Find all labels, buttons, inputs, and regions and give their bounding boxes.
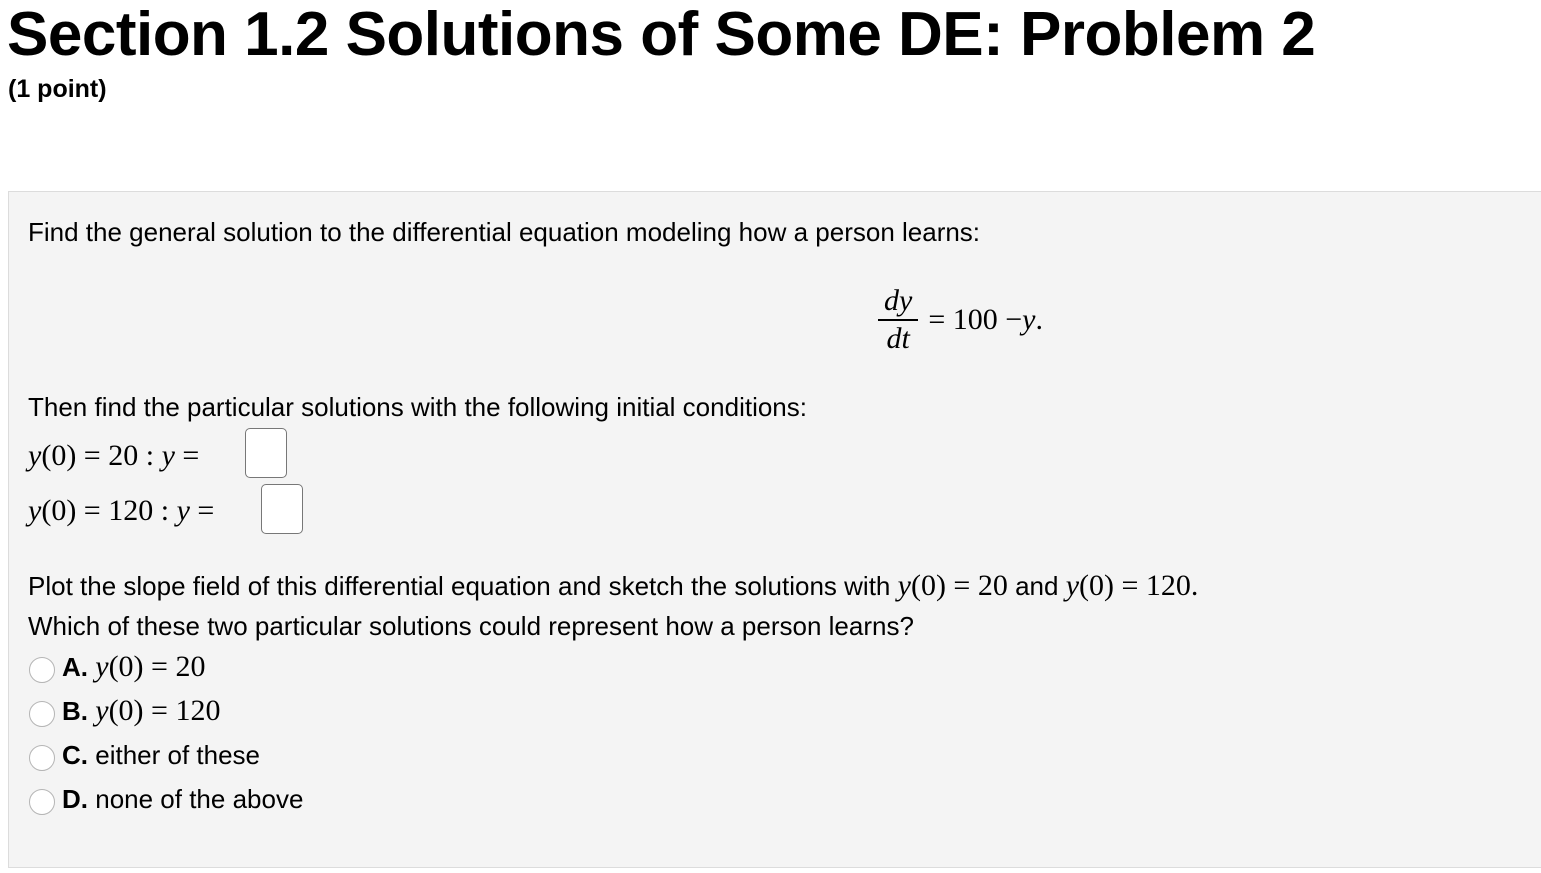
- choice-a-math-rest: (0) = 20: [108, 650, 206, 683]
- condition-2-arg: (0) = 120 :: [41, 494, 177, 527]
- plot-prompt-math-1-var: y: [897, 569, 911, 602]
- choice-c-label[interactable]: [62, 739, 260, 771]
- points-label: (1 point): [8, 75, 107, 103]
- radio-choice-d[interactable]: [29, 789, 55, 815]
- differential-equation: [878, 280, 1043, 360]
- plot-prompt-math-2-var: y: [1065, 569, 1080, 602]
- radio-choice-a[interactable]: [29, 657, 55, 683]
- condition-2-lhs: y: [28, 494, 42, 527]
- equation-rhs: = 100 −: [928, 303, 1023, 336]
- particular-prompt: Then find the particular solutions with the following initial conditions:: [28, 392, 807, 422]
- question-text: Which of these two particular solutions could represent how a person learns?: [28, 611, 914, 641]
- condition-1-lhs: y: [28, 439, 42, 472]
- choice-d-label[interactable]: [62, 783, 303, 815]
- choice-a-letter: A.: [62, 652, 88, 682]
- condition-1-var: y: [161, 439, 175, 472]
- plot-prompt-math-1: [898, 569, 1008, 602]
- answer-input-2[interactable]: [261, 484, 303, 534]
- plot-prompt-end: .: [1190, 569, 1199, 602]
- choice-b-math-rest: (0) = 120: [108, 694, 221, 727]
- plot-prompt-math-1-rest: (0) = 20: [910, 569, 1008, 602]
- equation-rhs-var: y: [1022, 303, 1036, 336]
- answer-input-1[interactable]: [245, 428, 287, 478]
- plot-prompt-math-2-rest: (0) = 120: [1079, 569, 1191, 602]
- choice-b-math-var: y: [95, 694, 109, 727]
- condition-2: [28, 493, 214, 529]
- condition-1-arg: (0) = 20 :: [41, 439, 162, 472]
- condition-2-var: y: [176, 494, 190, 527]
- choice-b-label[interactable]: [62, 695, 220, 727]
- page-title: Section 1.2 Solutions of Some DE: Problem 2: [7, 0, 1316, 69]
- fraction-numerator: dy: [884, 284, 913, 318]
- condition-1: [28, 438, 199, 474]
- plot-prompt-math-2: [1066, 569, 1191, 602]
- problem-intro: Find the general solution to the differential equation modeling how a person learns:: [28, 217, 981, 247]
- condition-1-eq: =: [174, 439, 200, 472]
- equation-rhs-end: .: [1035, 303, 1043, 336]
- plot-prompt-and: and: [1007, 571, 1066, 601]
- choice-b-math: [95, 694, 220, 727]
- choice-d-letter: D.: [62, 784, 88, 814]
- choice-c-letter: C.: [62, 740, 88, 770]
- choice-a-label[interactable]: [62, 651, 205, 683]
- fraction-denominator: dt: [886, 321, 910, 355]
- plot-prompt-text: Plot the slope field of this differential equation and sketch the solutions with: [28, 571, 898, 601]
- radio-choice-c[interactable]: [29, 745, 55, 771]
- choice-b-letter: B.: [62, 696, 88, 726]
- radio-choice-b[interactable]: [29, 701, 55, 727]
- derivative-fraction: [878, 283, 918, 357]
- choice-c-text: either of these: [95, 740, 261, 770]
- choice-d-text: none of the above: [95, 784, 304, 814]
- plot-prompt: [28, 570, 1198, 602]
- choice-a-math-var: y: [95, 650, 109, 683]
- condition-2-eq: =: [189, 494, 215, 527]
- choice-a-math: [95, 650, 205, 683]
